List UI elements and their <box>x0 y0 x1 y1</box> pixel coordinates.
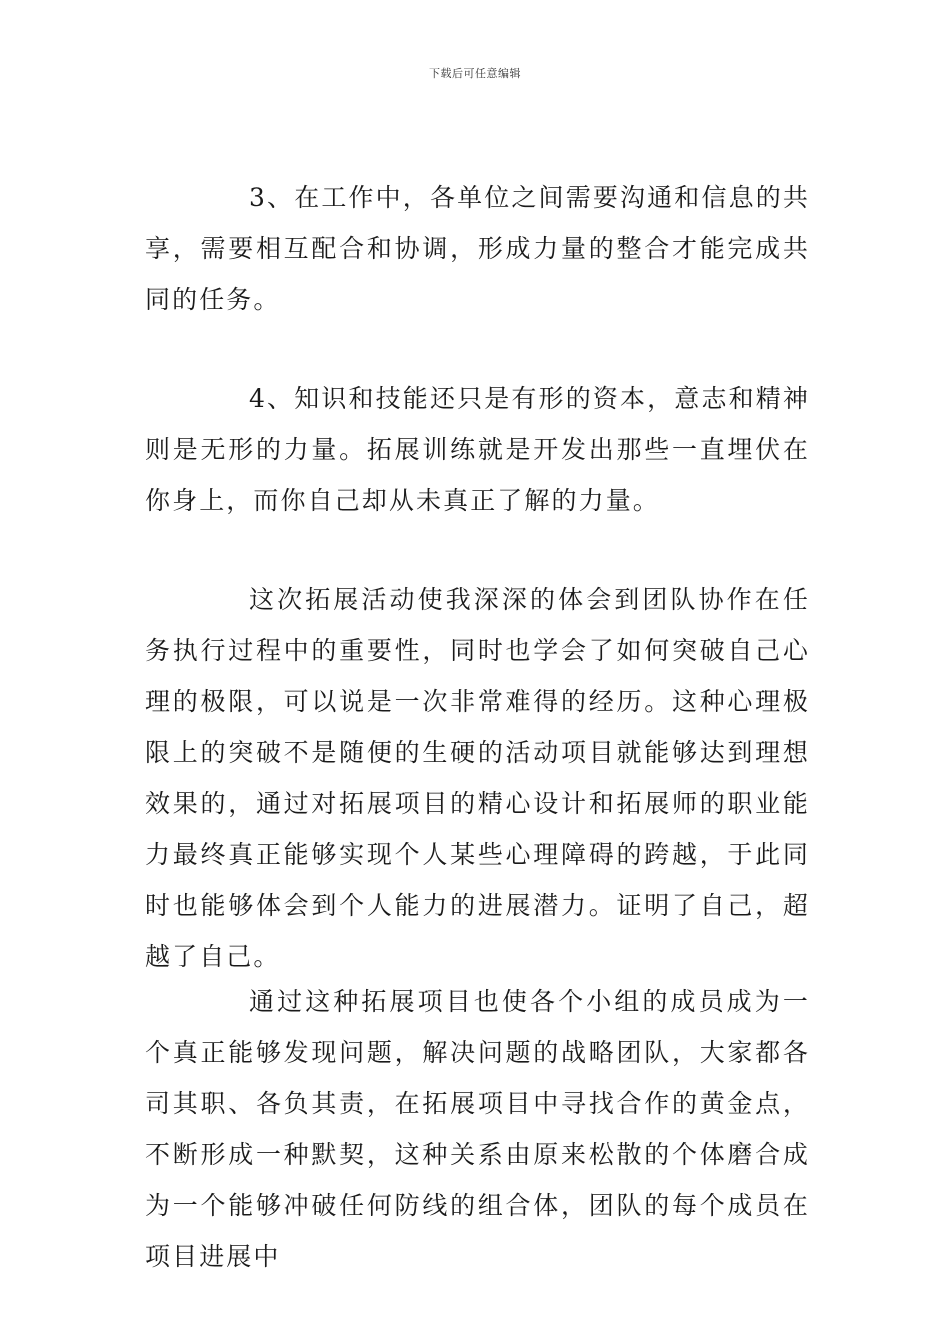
paragraph-team-building: 通过这种拓展项目也使各个小组的成员成为一个真正能够发现问题，解决问题的战略团队，大家都各司其职、各负其责，在拓展项目中寻找合作的黄金点，不断形成一种默契，这种关系由原来松散的个体磨合成为一个能够冲破任何防线的组合体，团队的每个成员在项目进展中 <box>145 987 810 1271</box>
paragraph-activity-experience: 这次拓展活动使我深深的体会到团队协作在任务执行过程中的重要性，同时也学会了如何突破自己心理的极限，可以说是一次非常难得的经历。这种心理极限上的突破不是随便的生硬的活动项目就能够达到理想效果的，通过对拓展项目的精心设计和拓展师的职业能力最终真正能够实现个人某些心理障碍的跨越，于此同时也能够体会到个人能力的进展潜力。证明了自己，超越了自己。 <box>145 585 810 971</box>
header-note: 下载后可任意编辑 <box>429 67 521 80</box>
paragraph-teamwork-communication: 3、在工作中，各单位之间需要沟通和信息的共享，需要相互配合和协调，形成力量的整合才能完成共同的任务。 <box>145 183 810 314</box>
paragraph-knowledge-and-will: 4、知识和技能还只是有形的资本，意志和精神则是无形的力量。拓展训练就是开发出那些一直埋伏在你身上，而你自己却从未真正了解的力量。 <box>145 384 810 515</box>
